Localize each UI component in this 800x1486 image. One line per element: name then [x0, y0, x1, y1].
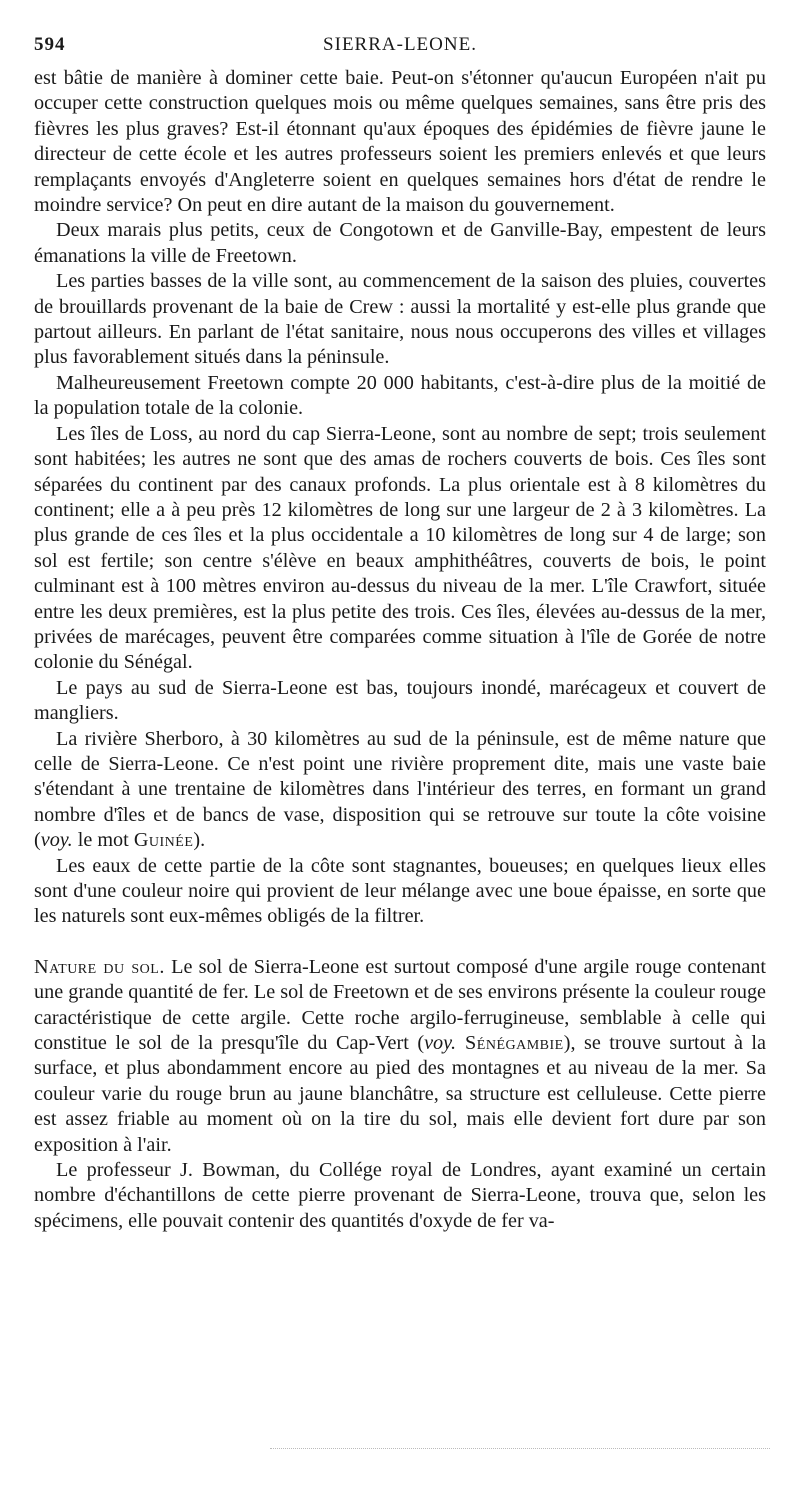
paragraph: Le professeur J. Bowman, du Collége royal de Londres, ayant examiné un certain nombre d'échantillons de cette pierre provenant de Sierra-Leone, trouva que, selon les spécimens, elle pouvait contenir des quantités d'oxyde de fer va-: [34, 1159, 766, 1232]
paragraph-text: Le sol de Sierra-Leone est surtout composé d'une argile rouge contenant une grande quantité de fer. Le sol de Freetown et de ses environs présente la couleur rouge caractéristique de cette argile. Cette roche argilo-ferrugineuse, semblable à celle qui constitue le sol de la presqu'île du Cap-Vert (: [34, 955, 766, 1055]
page-number: 594: [34, 34, 66, 55]
section-heading: Nature du sol.: [34, 955, 165, 978]
paragraph: Les parties basses de la ville sont, au commencement de la saison des pluies, couvertes de brouillards provenant de la baie de Crew : aussi la mortalité y est-elle plus grande que partout ailleurs. En parlant de l'état sanitaire, nous nous occuperons des villes et villages plus favorablement situés dans la péninsule.: [34, 270, 766, 369]
paragraph: [34, 727, 766, 854]
paragraph-text: ).: [193, 829, 206, 852]
page-header: [34, 34, 766, 58]
paragraph: Le pays au sud de Sierra-Leone est bas, toujours inondé, marécageux et couvert de mangliers.: [34, 676, 766, 725]
section-paragraph: [34, 955, 766, 1158]
running-title: SIERRA-LEONE.: [323, 34, 477, 55]
footer-rule: [270, 1448, 770, 1450]
cross-reference: Guinée: [133, 829, 194, 852]
paragraph-text: La rivière Sherboro, à 30 kilomètres au sud de la péninsule, est de même nature que celle de Sierra-Leone. Ce n'est point une rivière proprement dite, mais une vaste baie s'étendant à une trentaine de kilomètres dans l'intérieur des terres, en formant un grand nombre d'îles et de bancs de vase, disposition qui se retrouve sur toute la côte voisine (: [34, 727, 766, 852]
paragraph-text: ), se trouve surtout à la surface, et plus abondamment encore au pied des montagnes et au niveau de la mer. Sa couleur varie du rouge brun au jaune blanchâtre, sa structure est celluleuse. Cette pierre est assez friable au moment où on la tire du sol, mais elle devient fort dure par son exposition à l'air.: [34, 1032, 767, 1156]
body-text: [34, 66, 766, 1234]
paragraph: est bâtie de manière à dominer cette baie. Peut-on s'étonner qu'aucun Européen n'ait pu occuper cette construction quelques mois ou même quelques semaines, sans être pris des fièvres les plus graves? Est-il étonnant qu'aux époques des épidémies de fièvre jaune le directeur de cette école et les autres professeurs soient les premiers enlevés et que leurs remplaçants envoyés d'Angleterre soient en quelques semaines hors d'état de rendre le moindre service? On peut en dire autant de la maison du gouvernement.: [34, 67, 766, 217]
paragraph: Les îles de Loss, au nord du cap Sierra-Leone, sont au nombre de sept; trois seulement sont habitées; les autres ne sont que des amas de rochers couverts de bois. Ces îles sont séparées du continent par des canaux profonds. La plus orientale est à 8 kilomètres du continent; elle a à peu près 12 kilomètres de long sur une largeur de 2 à 3 kilomètres. La plus grande de ces îles et la plus occidentale a 10 kilomètres de long sur 4 de large; son sol est fertile; son centre s'élève en beaux amphithéâtres, couverts de bois, le point culminant est à 100 mètres environ au-dessus du niveau de la mer. L'île Crawfort, située entre les deux premières, est la plus petite des trois. Ces îles, élevées au-dessus de la mer, privées de marécages, peuvent être comparées comme situation à l'île de Gorée de notre colonie du Sénégal.: [34, 422, 766, 674]
paragraph: Deux marais plus petits, ceux de Congotown et de Ganville-Bay, empestent de leurs émanations la ville de Freetown.: [34, 219, 766, 267]
paragraph: Les eaux de cette partie de la côte sont stagnantes, boueuses; en quelques lieux elles sont d'une couleur noire qui provient de leur mélange avec une boue épaisse, en sorte que les naturels sont eux-mêmes obligés de la filtrer.: [34, 854, 766, 928]
cross-reference: Sénégambie: [456, 1032, 564, 1055]
abbreviation: voy.: [424, 1032, 457, 1055]
abbreviation: voy.: [40, 829, 73, 852]
paragraph: Malheureusement Freetown compte 20 000 habitants, c'est-à-dire plus de la moitié de la population totale de la colonie.: [34, 371, 766, 420]
paragraph-text: le mot: [72, 829, 134, 852]
